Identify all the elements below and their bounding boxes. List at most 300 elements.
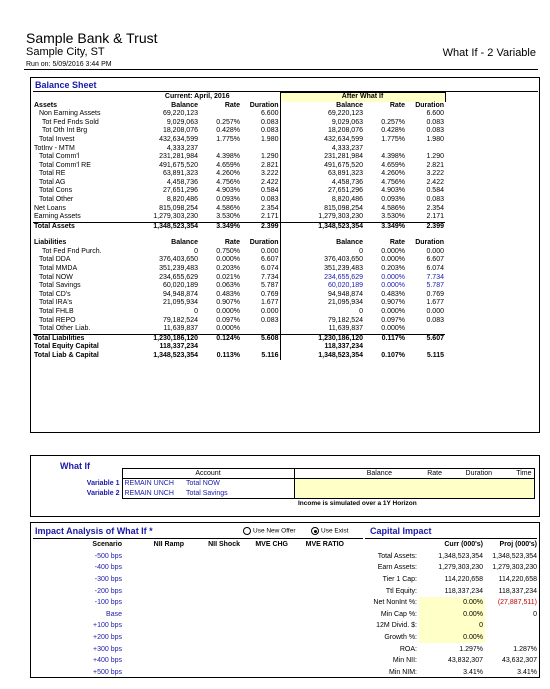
col-wi-balance: Balance: [294, 469, 394, 479]
current-rate: 4.398%: [216, 153, 240, 161]
row-label: Total MMDA: [39, 265, 78, 273]
current-rate: 4.903%: [216, 187, 240, 195]
col-duration: Duration: [415, 101, 444, 109]
capital-curr[interactable]: 0: [419, 620, 485, 632]
after-balance: 815,098,254: [280, 205, 364, 214]
col-duration: Duration: [249, 239, 279, 247]
current-rate: 0.000%: [216, 308, 240, 316]
current-duration: 1.980: [260, 135, 279, 143]
after-balance: 9,029,063: [280, 119, 364, 128]
capital-curr: 43,832,307: [447, 657, 483, 665]
total-liabilities-row: [33, 334, 445, 343]
after-duration: 2.354: [426, 204, 444, 212]
liability-row: [33, 265, 445, 274]
current-balance: 69,220,123: [162, 110, 198, 118]
what-if-variable-row: [70, 479, 534, 489]
scenario-label: -300 bps: [94, 576, 122, 584]
after-balance: 1,348,523,354: [280, 352, 364, 361]
scenario-label: Base: [106, 610, 122, 618]
capital-label: ROA:: [399, 645, 417, 653]
col-balance: Balance: [171, 101, 198, 109]
row-label: Total Liab & Capital: [34, 351, 99, 359]
after-rate: [364, 343, 406, 352]
wi-balance-input[interactable]: [294, 479, 394, 489]
capital-label: Earn Assets:: [377, 564, 417, 572]
col-rate: Rate: [224, 239, 240, 247]
after-rate: 4.398%: [381, 153, 405, 161]
row-label: Total Liabilities: [33, 334, 115, 343]
current-rate: 0.203%: [216, 265, 240, 273]
capital-proj: 0: [533, 610, 537, 618]
current-balance: 94,948,874: [162, 290, 198, 298]
current-balance: 815,098,254: [159, 204, 198, 212]
after-rate: 0.428%: [381, 127, 405, 135]
impact-table: [34, 539, 346, 678]
current-balance: 79,182,524: [162, 316, 198, 324]
capital-label: Ttl Equity:: [385, 587, 417, 595]
current-rate: 0.257%: [216, 118, 240, 126]
col-balance: Balance: [280, 239, 364, 248]
scenario-label: -400 bps: [94, 564, 122, 572]
after-duration: 2.171: [426, 213, 444, 221]
after-rate: 4.903%: [381, 187, 405, 195]
header-divider: [24, 69, 538, 70]
current-rate: 0.428%: [216, 127, 240, 135]
run-timestamp: Run on: 5/09/2016 3:44 PM: [26, 61, 112, 68]
current-duration: 0.000: [260, 247, 279, 255]
row-label: Total Comm'l: [39, 153, 80, 161]
after-balance: 1,348,523,354: [280, 222, 364, 231]
asset-row: [33, 110, 445, 119]
current-duration: 5.116: [261, 351, 279, 359]
after-duration: 0.083: [426, 196, 444, 204]
capital-row: [364, 655, 539, 667]
current-duration: [241, 343, 280, 352]
col-rate: Rate: [389, 101, 405, 109]
scenario-label: +300 bps: [93, 645, 122, 653]
after-balance: 0: [280, 248, 364, 257]
after-rate: 0.117%: [364, 334, 406, 343]
after-balance: 79,182,524: [280, 317, 364, 326]
current-balance: 4,333,237: [166, 144, 198, 152]
account-select[interactable]: Total NOW: [184, 479, 294, 489]
current-balance: 432,634,599: [159, 135, 198, 143]
after-balance: 1,279,303,230: [280, 213, 364, 222]
col-wi-time: Time: [494, 469, 534, 479]
col-rate: Rate: [224, 101, 240, 109]
current-balance: 60,020,189: [162, 282, 198, 290]
current-rate: 0.093%: [216, 196, 240, 204]
current-rate: 0.097%: [216, 316, 240, 324]
capital-proj: [485, 632, 539, 644]
row-label: Total Assets: [33, 222, 115, 231]
after-rate: 0.107%: [381, 351, 405, 359]
after-rate: [364, 110, 406, 119]
current-balance: 1,230,186,120: [115, 334, 199, 343]
after-rate: 0.000%: [381, 256, 405, 264]
after-rate: 3.530%: [381, 213, 405, 221]
after-rate: [364, 144, 406, 153]
asset-row: [33, 196, 445, 205]
asset-row: [33, 162, 445, 171]
current-balance: 1,348,523,354: [153, 351, 198, 359]
current-balance: 0: [194, 247, 198, 255]
after-duration: 0.584: [426, 187, 444, 195]
after-balance: 94,948,874: [280, 291, 364, 300]
current-balance: 21,095,934: [162, 299, 198, 307]
row-label: Earning Assets: [34, 213, 81, 221]
liability-row: [33, 248, 445, 257]
after-duration: 0.083: [426, 316, 444, 324]
capital-curr[interactable]: 0.00%: [419, 609, 485, 621]
simulation-note: Income is simulated over a 1Y Horizon: [298, 500, 417, 507]
col-wi-rate: Rate: [394, 469, 444, 479]
col-nii-ramp: NII Ramp: [153, 541, 184, 549]
row-label: Tot Oth Int Brg: [42, 127, 88, 135]
row-label: Total IRA's: [39, 299, 73, 307]
row-label: Total AG: [39, 178, 66, 186]
current-rate: [199, 343, 241, 352]
capital-table: [364, 539, 539, 678]
after-duration: 0.000: [426, 247, 444, 255]
col-duration: Duration: [415, 239, 444, 247]
use-new-offer-radio[interactable]: Use New Offer: [243, 527, 296, 535]
after-duration: 2.821: [426, 161, 444, 169]
balance-sheet-title: Balance Sheet: [35, 80, 97, 90]
scenario-label: -200 bps: [94, 587, 122, 595]
capital-proj: 43,632,307: [501, 657, 537, 665]
current-rate: 1.775%: [216, 135, 240, 143]
asset-row: [33, 187, 445, 196]
after-balance: 491,675,520: [280, 162, 364, 171]
row-label: Total FHLB: [39, 308, 74, 316]
total-assets-row: [33, 222, 445, 231]
capital-curr: 3.41%: [463, 668, 483, 676]
wi-rate-input[interactable]: [394, 479, 444, 489]
after-duration: 1.290: [426, 153, 444, 161]
row-label: Total NOW: [39, 273, 73, 281]
capital-label: 12M Divid. $:: [376, 622, 417, 630]
current-duration: 2.821: [260, 161, 279, 169]
unch-select[interactable]: REMAIN UNCH: [122, 479, 184, 489]
col-proj: Proj (000's): [499, 541, 537, 549]
after-balance: 4,333,237: [280, 144, 364, 153]
capital-label: Growth %:: [384, 634, 417, 642]
scenario-label: -500 bps: [94, 552, 122, 560]
after-rate: 0.000%: [381, 308, 405, 316]
after-rate: 0.093%: [381, 196, 405, 204]
current-rate: 0.021%: [216, 273, 240, 281]
unch-select[interactable]: REMAIN UNCH: [122, 489, 184, 499]
row-label: Total Savings: [39, 282, 81, 290]
row-label: Total Invest: [39, 135, 75, 143]
current-balance: 118,337,234: [159, 343, 198, 351]
scenario-label: +500 bps: [93, 668, 122, 676]
bank-name: Sample Bank & Trust: [26, 30, 158, 46]
after-duration: 0.083: [426, 118, 444, 126]
balance-sheet-table: [33, 92, 446, 360]
scenario-row: [34, 574, 346, 586]
current-period-label: Current: April, 2016: [164, 92, 230, 100]
account-select[interactable]: Total Savings: [184, 489, 294, 499]
asset-row: [33, 119, 445, 128]
row-label: TotInv - MTM: [34, 144, 75, 152]
after-rate: 0.483%: [381, 290, 405, 298]
row-label: Tot Fed Fnd Purch.: [42, 247, 102, 255]
current-balance: 4,458,736: [166, 178, 198, 186]
radio-selected-icon: [311, 527, 319, 535]
after-balance: 27,651,296: [280, 187, 364, 196]
row-label: Tot Fed Fnds Sold: [42, 118, 99, 126]
current-duration: [241, 144, 280, 153]
scenario-row: [34, 562, 346, 574]
after-duration: 0.000: [426, 308, 444, 316]
capital-proj: (27,887,511): [497, 599, 537, 607]
current-balance: 351,239,483: [159, 265, 198, 273]
current-duration: 3.222: [260, 170, 279, 178]
capital-curr[interactable]: 0.00%: [419, 632, 485, 644]
after-balance: 118,337,234: [280, 343, 364, 352]
impact-title: Impact Analysis of What If *: [35, 526, 153, 536]
after-rate: 0.907%: [381, 299, 405, 307]
after-duration: 2.422: [426, 178, 444, 186]
current-rate: 0.000%: [216, 325, 240, 333]
liability-row: [33, 291, 445, 300]
after-duration: 6.607: [426, 256, 444, 264]
capital-label: Min NIM:: [389, 668, 417, 676]
capital-row: [364, 667, 539, 679]
capital-label: Tier 1 Cap:: [382, 576, 417, 584]
liability-row: [33, 282, 445, 291]
current-rate: 0.063%: [216, 282, 240, 290]
current-balance: 0: [194, 308, 198, 316]
after-duration: [406, 325, 445, 334]
capital-row: [364, 620, 539, 632]
current-duration: 6.600: [260, 110, 279, 118]
current-rate: 4.586%: [216, 204, 240, 212]
total-liab-capital-row: [33, 352, 445, 361]
after-duration: 1.980: [426, 135, 444, 143]
scenario-row: [34, 655, 346, 667]
current-balance: 63,891,323: [162, 170, 198, 178]
wi-rate-input[interactable]: [394, 489, 444, 499]
asset-row: [33, 153, 445, 162]
scenario-row: [34, 620, 346, 632]
current-rate: 0.483%: [216, 290, 240, 298]
current-rate: 0.907%: [216, 299, 240, 307]
after-rate: 4.586%: [381, 204, 405, 212]
current-duration: 2.171: [260, 213, 279, 221]
scenario-row: [34, 667, 346, 679]
current-balance: 376,403,650: [159, 256, 198, 264]
row-label: Total DDA: [39, 256, 71, 264]
current-duration: 6.074: [260, 265, 279, 273]
liability-row: [33, 325, 445, 334]
after-rate: 0.257%: [381, 118, 405, 126]
scenario-label: +100 bps: [93, 622, 122, 630]
wi-time-input[interactable]: [494, 489, 534, 499]
scenario-row: [34, 597, 346, 609]
after-duration: [406, 144, 445, 153]
capital-curr: 1,279,303,230: [438, 564, 483, 572]
capital-proj: 1.287%: [513, 645, 537, 653]
asset-row: [33, 170, 445, 179]
liability-row: [33, 317, 445, 326]
current-rate: 0.124%: [199, 334, 241, 343]
after-duration: 5.607: [406, 334, 445, 343]
after-duration: 5.787: [426, 282, 444, 290]
after-balance: 69,220,123: [280, 110, 364, 119]
capital-proj: [485, 620, 539, 632]
wi-time-input[interactable]: [494, 479, 534, 489]
row-label: Total Other: [39, 196, 74, 204]
capital-row: [364, 609, 539, 621]
liability-row: [33, 256, 445, 265]
after-duration: 2.399: [406, 222, 445, 231]
row-label: Total Other Liab.: [39, 325, 91, 333]
col-duration: Duration: [249, 101, 279, 109]
after-duration: 1.677: [426, 299, 444, 307]
after-balance: 1,230,186,120: [280, 334, 364, 343]
row-label: Total CD's: [39, 290, 71, 298]
what-if-table: [70, 468, 535, 499]
capital-proj: 3.41%: [517, 668, 537, 676]
radio-empty-icon: [243, 527, 251, 535]
after-rate: 0.000%: [381, 282, 405, 290]
col-scenario: Scenario: [92, 541, 122, 549]
after-rate: 3.349%: [364, 222, 406, 231]
current-rate: 4.260%: [216, 170, 240, 178]
after-balance: 234,655,629: [280, 274, 364, 283]
current-balance: 27,651,296: [162, 187, 198, 195]
after-balance: 11,639,837: [280, 325, 364, 334]
current-duration: 7.734: [260, 273, 279, 281]
scenario-row: [34, 585, 346, 597]
after-duration: 0.769: [426, 290, 444, 298]
asset-row: [33, 136, 445, 145]
scenario-label: +400 bps: [93, 657, 122, 665]
current-rate: 0.113%: [216, 351, 240, 359]
current-duration: 2.399: [241, 222, 280, 231]
capital-row: [364, 551, 539, 563]
asset-row: [33, 205, 445, 214]
capital-row: [364, 643, 539, 655]
current-balance: 234,655,629: [159, 273, 198, 281]
current-rate: [199, 110, 241, 119]
wi-balance-input[interactable]: [294, 489, 394, 499]
after-rate: 0.203%: [381, 265, 405, 273]
after-balance: 351,239,483: [280, 265, 364, 274]
scenario-row: [34, 643, 346, 655]
current-rate: 4.659%: [216, 161, 240, 169]
wi-duration-input[interactable]: [444, 489, 494, 499]
after-duration: 5.115: [426, 351, 444, 359]
current-rate: 4.756%: [216, 178, 240, 186]
col-wi-duration: Duration: [444, 469, 494, 479]
use-exist-radio[interactable]: Use Exist: [311, 527, 348, 535]
current-duration: 2.354: [260, 204, 279, 212]
capital-label: Min Cap %:: [380, 610, 417, 618]
capital-row: [364, 574, 539, 586]
current-duration: 0.000: [260, 308, 279, 316]
after-rate: 4.260%: [381, 170, 405, 178]
row-label: Non Earning Assets: [39, 110, 101, 118]
col-mve-ratio: MVE RATIO: [305, 541, 344, 549]
col-balance: Balance: [171, 239, 198, 247]
after-rate: 4.659%: [381, 161, 405, 169]
col-account: Account: [122, 469, 294, 479]
current-rate: 3.530%: [216, 213, 240, 221]
capital-curr: 1.297%: [459, 645, 483, 653]
after-balance: 4,458,736: [280, 179, 364, 188]
variable-label: Variable 2: [86, 490, 120, 497]
report-title: What If - 2 Variable: [442, 47, 536, 59]
current-balance: 18,208,076: [162, 127, 198, 135]
capital-label: Net NonInt %:: [373, 599, 417, 607]
after-what-if-label: After What If: [280, 93, 445, 102]
scenario-label: +200 bps: [93, 634, 122, 642]
after-duration: 3.222: [426, 170, 444, 178]
after-duration: 7.734: [426, 273, 444, 281]
scenario-row: [34, 609, 346, 621]
after-balance: 0: [280, 308, 364, 317]
capital-curr: 114,220,658: [444, 576, 483, 584]
current-duration: 6.607: [260, 256, 279, 264]
current-balance: 491,675,520: [159, 161, 198, 169]
capital-curr[interactable]: 0.00%: [419, 597, 485, 609]
current-duration: 0.769: [260, 290, 279, 298]
liabilities-heading: Liabilities: [34, 239, 67, 247]
after-rate: 0.000%: [381, 325, 405, 333]
current-duration: 0.083: [260, 118, 279, 126]
current-balance: 1,348,523,354: [115, 222, 199, 231]
variable-label: Variable 1: [86, 480, 120, 487]
capital-curr: 1,348,523,354: [438, 552, 483, 560]
row-label: Total Equity Capital: [34, 343, 99, 351]
bank-city: Sample City, ST: [26, 46, 105, 58]
after-rate: 0.000%: [381, 273, 405, 281]
current-duration: 0.584: [260, 187, 279, 195]
current-rate: 0.000%: [216, 256, 240, 264]
row-label: Net Loans: [34, 204, 66, 212]
after-balance: 21,095,934: [280, 299, 364, 308]
row-label: Total Cons: [39, 187, 73, 195]
total-equity-row: [33, 343, 445, 352]
asset-row: [33, 179, 445, 188]
capital-row: [364, 562, 539, 574]
current-duration: 5.787: [260, 282, 279, 290]
current-duration: 5.608: [241, 334, 280, 343]
after-rate: 4.756%: [381, 178, 405, 186]
current-balance: 231,281,984: [159, 153, 198, 161]
what-if-variable-row: [70, 489, 534, 499]
after-duration: 6.600: [426, 110, 444, 118]
current-duration: 0.083: [260, 316, 279, 324]
row-label: Total Comm'l RE: [39, 161, 91, 169]
col-curr: Curr (000's): [444, 541, 483, 549]
assets-heading: Assets: [34, 101, 57, 109]
capital-row: [364, 585, 539, 597]
after-duration: [406, 343, 445, 352]
scenario-row: [34, 632, 346, 644]
wi-duration-input[interactable]: [444, 479, 494, 489]
scenario-row: [34, 551, 346, 563]
capital-row: [364, 597, 539, 609]
current-duration: 0.083: [260, 127, 279, 135]
after-balance: 432,634,599: [280, 136, 364, 145]
capital-proj: 1,279,303,230: [492, 564, 537, 572]
capital-proj: 1,348,523,354: [492, 552, 537, 560]
